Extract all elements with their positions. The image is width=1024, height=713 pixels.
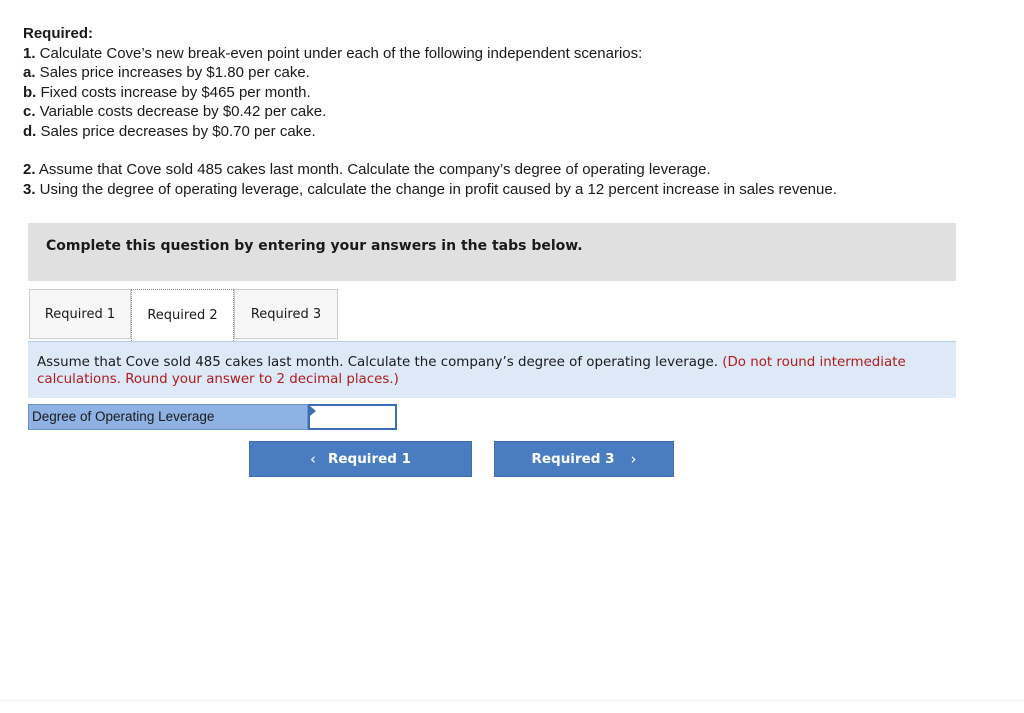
required-item-b <box>23 83 1003 103</box>
input-flag-icon <box>310 406 316 416</box>
question-prompt <box>37 354 917 388</box>
instruction-text: Complete this question by entering your answers in the tabs below. <box>46 238 583 254</box>
item-text: Sales price increases by $1.80 per cake. <box>35 64 310 81</box>
instruction-bar <box>28 223 956 281</box>
chevron-left-icon: ‹ <box>309 450 316 468</box>
item-number: 2. <box>23 161 36 178</box>
next-button-label: Required 3 <box>531 451 615 467</box>
prev-required-1-button[interactable] <box>249 441 472 477</box>
question-text: Assume that Cove sold 485 cakes last month. Calculate the company’s degree of operating leverage. <box>37 355 718 370</box>
degree-of-operating-leverage-input[interactable] <box>310 406 395 428</box>
required-item-1 <box>23 44 1003 64</box>
prev-button-label: Required 1 <box>327 451 412 467</box>
required-item-2 <box>23 160 1003 180</box>
question-panel <box>28 341 956 398</box>
spacer <box>23 141 1003 160</box>
answer-label: Degree of Operating Leverage <box>28 404 308 430</box>
item-number: 3. <box>23 180 36 198</box>
rounding-note: (Do not round intermediate calculations. Round your answer to 2 decimal places.) <box>37 355 906 387</box>
divider <box>0 700 1024 701</box>
required-item-d <box>23 122 1003 142</box>
item-number: 1. <box>23 44 36 62</box>
tab-required-1[interactable]: Required 1 <box>29 289 131 339</box>
answer-input-cell[interactable] <box>308 404 397 430</box>
item-text: Assume that Cove sold 485 cakes last month. Calculate the company’s degree of operating leverage. <box>35 161 711 178</box>
required-heading: Required: <box>23 25 94 42</box>
item-text: Fixed costs increase by $465 per month. <box>36 83 311 101</box>
item-number: c. <box>23 103 36 120</box>
required-instructions <box>23 24 1003 199</box>
answer-row <box>28 404 397 430</box>
tab-bar <box>29 289 338 341</box>
item-number: d. <box>23 122 37 140</box>
tab-required-3[interactable]: Required 3 <box>234 289 338 339</box>
item-text: Using the degree of operating leverage, calculate the change in profit caused by a 12 percent increase in sales revenue. <box>35 180 837 198</box>
item-text: Calculate Cove’s new break-even point under each of the following independent scenarios: <box>35 44 643 62</box>
item-number: b. <box>23 83 37 101</box>
item-text: Variable costs decrease by $0.42 per cake. <box>35 103 327 120</box>
next-required-3-button[interactable] <box>494 441 674 477</box>
chevron-right-icon: › <box>630 450 637 468</box>
required-item-a <box>23 63 1003 83</box>
required-item-3 <box>23 180 1003 200</box>
tab-required-2[interactable]: Required 2 <box>131 289 234 341</box>
required-item-c <box>23 102 1003 122</box>
item-number: a. <box>23 64 36 81</box>
item-text: Sales price decreases by $0.70 per cake. <box>36 122 316 140</box>
